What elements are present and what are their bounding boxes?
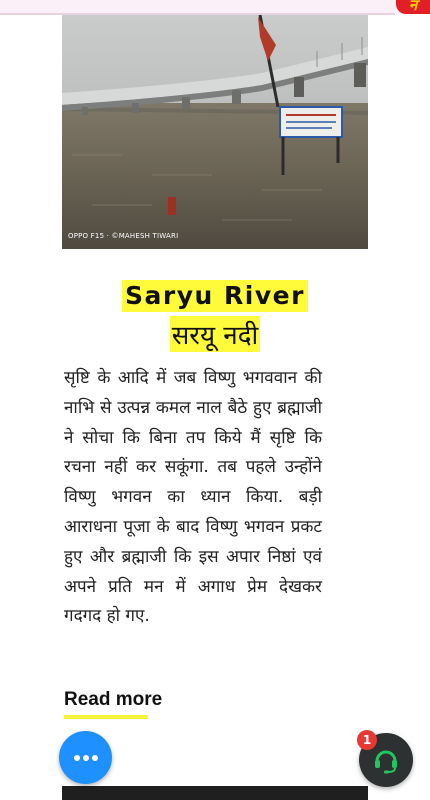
title-english-text: Saryu River <box>122 280 308 312</box>
read-more-underline <box>64 715 148 719</box>
title-hindi-text: सरयू नदी <box>170 316 261 352</box>
notification-badge: 1 <box>357 730 377 750</box>
article-image <box>62 15 368 249</box>
more-dots-icon <box>73 754 99 762</box>
title-english <box>0 280 430 312</box>
title-hindi <box>0 316 430 352</box>
read-more-label: Read more <box>64 689 163 710</box>
top-strip <box>0 0 430 14</box>
headset-icon <box>371 745 401 775</box>
read-more-link[interactable] <box>64 689 162 711</box>
article-body: सृष्टि के आदि में जब विष्णु भगववान की नाभि से उत्पन्न कमल नाल बैठे हुए ब्रह्माजी ने सोचा कि बिना तप किये मैं सृष्टि कि रचना नहीं कर सकूंगा. तब पहले उन्होंने विष्णु भगवन का ध्यान किया. बड़ी आराधना पूजा के बाद विष्णु भगवन प्रकट हुए और ब्रह्माजी कि इस अपार निष्ठां एवं अपने प्रति मन में अगाध प्रेम देखकर गदगद हो गए. <box>64 368 322 627</box>
app-logo[interactable]: न <box>396 0 430 14</box>
river-bridge-photo <box>62 15 368 249</box>
photo-credit: OPPO F15 · ©MAHESH TIWARI <box>68 232 179 240</box>
chat-button[interactable] <box>59 731 112 784</box>
next-content-preview <box>62 786 368 800</box>
